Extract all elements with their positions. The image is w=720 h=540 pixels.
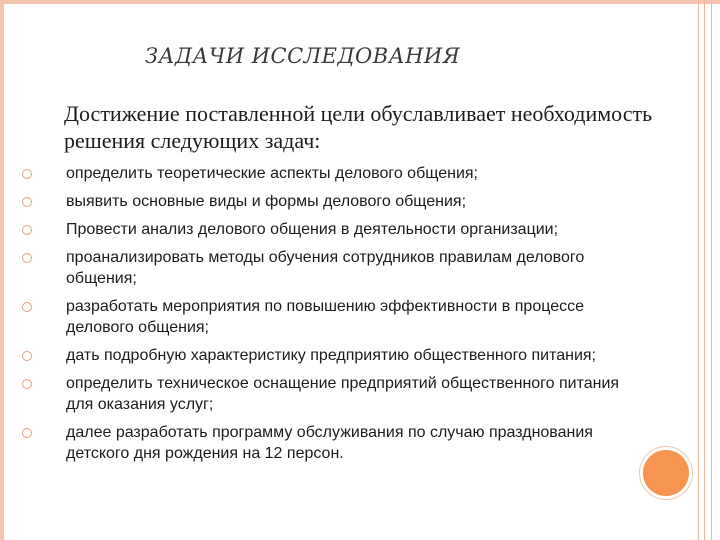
frame-left-border bbox=[0, 0, 4, 540]
circle-bullet-icon bbox=[22, 253, 32, 263]
list-item bbox=[22, 191, 622, 212]
circle-bullet-icon bbox=[22, 197, 32, 207]
circle-bullet-icon bbox=[22, 428, 32, 438]
list-item bbox=[22, 163, 622, 184]
circle-bullet-icon bbox=[22, 351, 32, 361]
task-text: проанализировать методы обучения сотрудников правилам делового общения; bbox=[66, 249, 585, 287]
task-text: Провести анализ делового общения в деятельности организации; bbox=[66, 221, 559, 238]
list-item bbox=[22, 247, 622, 289]
task-text: определить теоретические аспекты делового общения; bbox=[66, 165, 478, 182]
list-item bbox=[22, 345, 622, 366]
list-item bbox=[22, 422, 622, 464]
decorative-line bbox=[698, 0, 699, 540]
orange-circle-icon bbox=[640, 447, 692, 499]
list-item bbox=[22, 296, 622, 338]
list-item bbox=[22, 219, 622, 240]
circle-bullet-icon bbox=[22, 302, 32, 312]
decorative-line bbox=[704, 0, 705, 540]
slide-title: ЗАДАЧИ ИССЛЕДОВАНИЯ bbox=[145, 44, 461, 68]
task-text: далее разработать программу обслуживания по случаю празднования детского дня рождения на 12 персон. bbox=[66, 424, 593, 462]
decorative-line bbox=[711, 0, 712, 540]
task-text: дать подробную характеристику предприятию общественного питания; bbox=[66, 347, 596, 364]
intro-text: Достижение поставленной цели обуславливает необходимость решения следующих задач: bbox=[64, 101, 653, 153]
circle-bullet-icon bbox=[22, 225, 32, 235]
task-text: выявить основные виды и формы делового общения; bbox=[66, 193, 467, 210]
frame-top-border bbox=[0, 0, 720, 4]
task-text: разработать мероприятия по повышению эффективности в процессе делового общения; bbox=[66, 298, 584, 336]
list-item bbox=[22, 373, 622, 415]
circle-bullet-icon bbox=[22, 169, 32, 179]
task-text: определить техническое оснащение предприятий общественного питания для оказания услуг; bbox=[66, 375, 620, 413]
circle-bullet-icon bbox=[22, 379, 32, 389]
task-list bbox=[22, 163, 622, 471]
